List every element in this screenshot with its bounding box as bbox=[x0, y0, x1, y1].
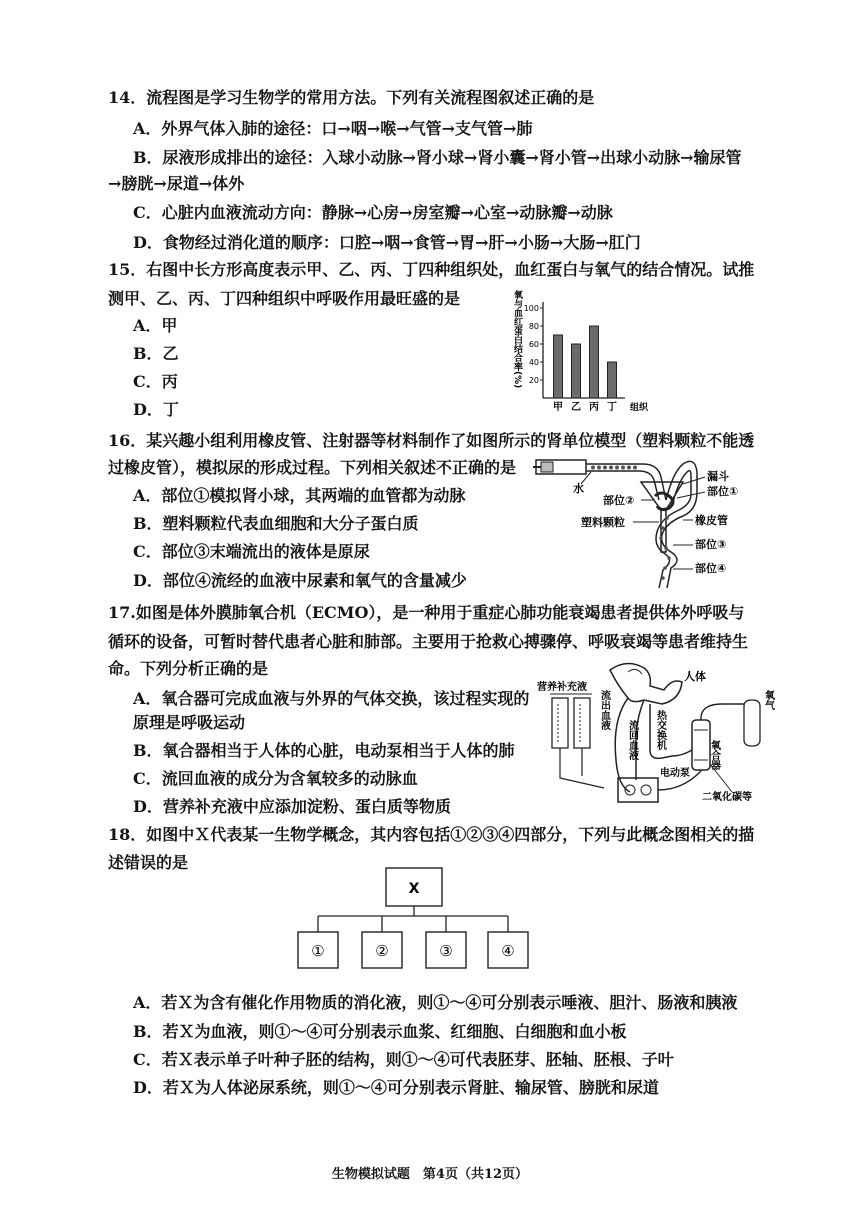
ecmo-diagram bbox=[532, 660, 790, 810]
q16-stem-cont: 过橡皮管），模拟尿的形成过程。下列相关叙述不正确的是 bbox=[108, 458, 517, 477]
q14-option-b-cont: →膀胱→尿道→体外 bbox=[108, 174, 245, 193]
syringe-plunger bbox=[541, 462, 553, 472]
chart-y-tick-label: 20 bbox=[528, 376, 539, 385]
q18-option-c: C．若Ｘ表示单子叶种子胚的结构，则①～④可代表胚芽、胚轴、胚根、子叶 bbox=[133, 1050, 674, 1069]
concept-child-label: ④ bbox=[501, 942, 515, 960]
q16-stem: 16．某兴趣小组利用橡皮管、注射器等材料制作了如图所示的肾单位模型（塑料颗粒不能透 bbox=[108, 431, 755, 450]
q18-stem-cont: 述错误的是 bbox=[108, 853, 189, 872]
chart-y-tick-label: 100 bbox=[523, 304, 539, 313]
label-outflow: 流出血液 bbox=[598, 690, 610, 730]
q16-option-c: C．部位③末端流出的液体是原尿 bbox=[133, 542, 370, 561]
chart-category-label: 甲 bbox=[553, 402, 563, 413]
page-footer: 生物模拟试题 第4页（共12页） bbox=[331, 1167, 529, 1182]
q14-stem: 14．流程图是学习生物学的常用方法。下列有关流程图叙述正确的是 bbox=[108, 88, 595, 107]
q17-stem-cont-1: 循环的设备，可暂时替代患者心脏和肺部。主要用于抢救心搏骤停、呼吸衰竭等患者维持生 bbox=[108, 632, 749, 651]
q14-option-a: A．外界气体入肺的途径：口→咽→喉→气管→支气管→肺 bbox=[133, 119, 533, 138]
chart-y-tick-label: 60 bbox=[528, 340, 539, 349]
q18-option-a: A．若Ｘ为含有催化作用物质的消化液，则①～④可分别表示唾液、胆汁、肠液和胰液 bbox=[133, 993, 738, 1012]
q17-option-d: D．营养补充液中应添加淀粉、蛋白质等物质 bbox=[133, 797, 451, 816]
concept-map bbox=[290, 866, 550, 976]
kidney-unit-model-diagram bbox=[533, 452, 753, 588]
chart-ylabel: 氧与血红蛋白结合率(%) bbox=[512, 290, 522, 389]
chart-bar bbox=[554, 335, 563, 398]
label-oxygenator: 氧合器 bbox=[708, 740, 720, 770]
label-return: 流回血液 bbox=[626, 720, 638, 760]
chart-y-tick-label: 80 bbox=[528, 322, 539, 331]
human-body-outline bbox=[610, 663, 682, 704]
q16-option-a: A．部位①模拟肾小球，其两端的血管都为动脉 bbox=[133, 486, 466, 505]
nutrient-bag-1 bbox=[552, 698, 568, 748]
q18-option-b: B．若Ｘ为血液，则①～④可分别表示血浆、红细胞、白细胞和血小板 bbox=[133, 1022, 627, 1041]
chart-category-label: 乙 bbox=[571, 402, 581, 413]
concept-root-label: X bbox=[408, 881, 420, 897]
label-heat-exchanger: 热交换机 bbox=[654, 710, 666, 750]
label-pump: 电动泵 bbox=[660, 768, 690, 779]
q17-stem-cont-2: 命。下列分析正确的是 bbox=[108, 659, 269, 678]
chart-category-label: 丙 bbox=[589, 402, 599, 413]
concept-child-label: ② bbox=[375, 942, 389, 960]
chart-category-label: 丁 bbox=[607, 402, 617, 413]
chart-y-tick-label: 40 bbox=[528, 358, 539, 367]
q15-option-a: A．甲 bbox=[133, 316, 178, 335]
label-tube: 橡皮管 bbox=[695, 514, 728, 527]
q18-option-d: D．若Ｘ为人体泌尿系统，则①～④可分别表示肾脏、输尿管、膀胱和尿道 bbox=[133, 1078, 659, 1097]
q14-option-b: B．尿液形成排出的途径：入球小动脉→肾小球→肾小囊→肾小管→出球小动脉→输尿管 bbox=[133, 148, 742, 167]
oxygenator bbox=[692, 720, 710, 770]
label-oxygen: 氧气 bbox=[762, 690, 774, 710]
label-co2: 二氧化碳等 bbox=[702, 792, 752, 803]
label-particles: 塑料颗粒 bbox=[581, 516, 625, 529]
q14-option-d: D．食物经过消化道的顺序：口腔→咽→食管→胃→肝→小肠→大肠→肛门 bbox=[133, 233, 641, 252]
q17-stem: 17.如图是体外膜肺氧合机（ECMO），是一种用于重症心肺功能衰竭患者提供体外呼吸与 bbox=[108, 603, 745, 622]
label-part1: 部位① bbox=[707, 485, 739, 498]
q16-option-d: D．部位④流经的血液中尿素和氧气的含量减少 bbox=[133, 571, 467, 590]
q15-option-b: B．乙 bbox=[133, 344, 179, 363]
label-part3: 部位③ bbox=[695, 538, 727, 551]
electric-pump bbox=[618, 778, 658, 802]
chart-bar bbox=[590, 326, 599, 398]
chart-bar bbox=[572, 344, 581, 398]
chart-bar bbox=[608, 362, 617, 398]
oxygen-tank bbox=[744, 700, 760, 746]
q17-option-a: A．氧合器可完成血液与外界的气体交换，该过程实现的 bbox=[133, 689, 530, 708]
label-part2: 部位② bbox=[603, 494, 635, 507]
q15-stem-cont: 测甲、乙、丙、丁四种组织中呼吸作用最旺盛的是 bbox=[108, 289, 461, 308]
label-part4: 部位④ bbox=[695, 562, 727, 575]
q16-option-b: B．塑料颗粒代表血细胞和大分子蛋白质 bbox=[133, 514, 419, 533]
q18-stem: 18．如图中Ｘ代表某一生物学概念，其内容包括①②③④四部分，下列与此概念图相关的描 bbox=[108, 825, 755, 844]
q15-stem: 15．右图中长方形高度表示甲、乙、丙、丁四种组织处，血红蛋白与氧气的结合情况。试推 bbox=[108, 260, 755, 279]
label-funnel: 漏斗 bbox=[707, 470, 729, 483]
label-nutrient: 营养补充液 bbox=[537, 682, 587, 693]
q15-bar-chart bbox=[505, 285, 655, 420]
q17-option-b: B．氧合器相当于人体的心脏，电动泵相当于人体的肺 bbox=[133, 741, 515, 760]
q15-option-d: D．丁 bbox=[133, 400, 179, 419]
label-water: 水 bbox=[573, 482, 584, 495]
nutrient-bag-2 bbox=[574, 698, 590, 748]
chart-xlabel: 组织 bbox=[629, 403, 649, 413]
q17-option-c: C．流回血液的成分为含氧较多的动脉血 bbox=[133, 769, 418, 788]
label-body: 人体 bbox=[684, 670, 706, 683]
concept-child-label: ③ bbox=[439, 942, 453, 960]
q14-option-c: C．心脏内血液流动方向：静脉→心房→房室瓣→心室→动脉瓣→动脉 bbox=[133, 203, 613, 222]
q15-option-c: C．丙 bbox=[133, 372, 178, 391]
q17-option-a-cont: 原理是呼吸运动 bbox=[133, 713, 246, 732]
concept-child-label: ① bbox=[311, 942, 325, 960]
